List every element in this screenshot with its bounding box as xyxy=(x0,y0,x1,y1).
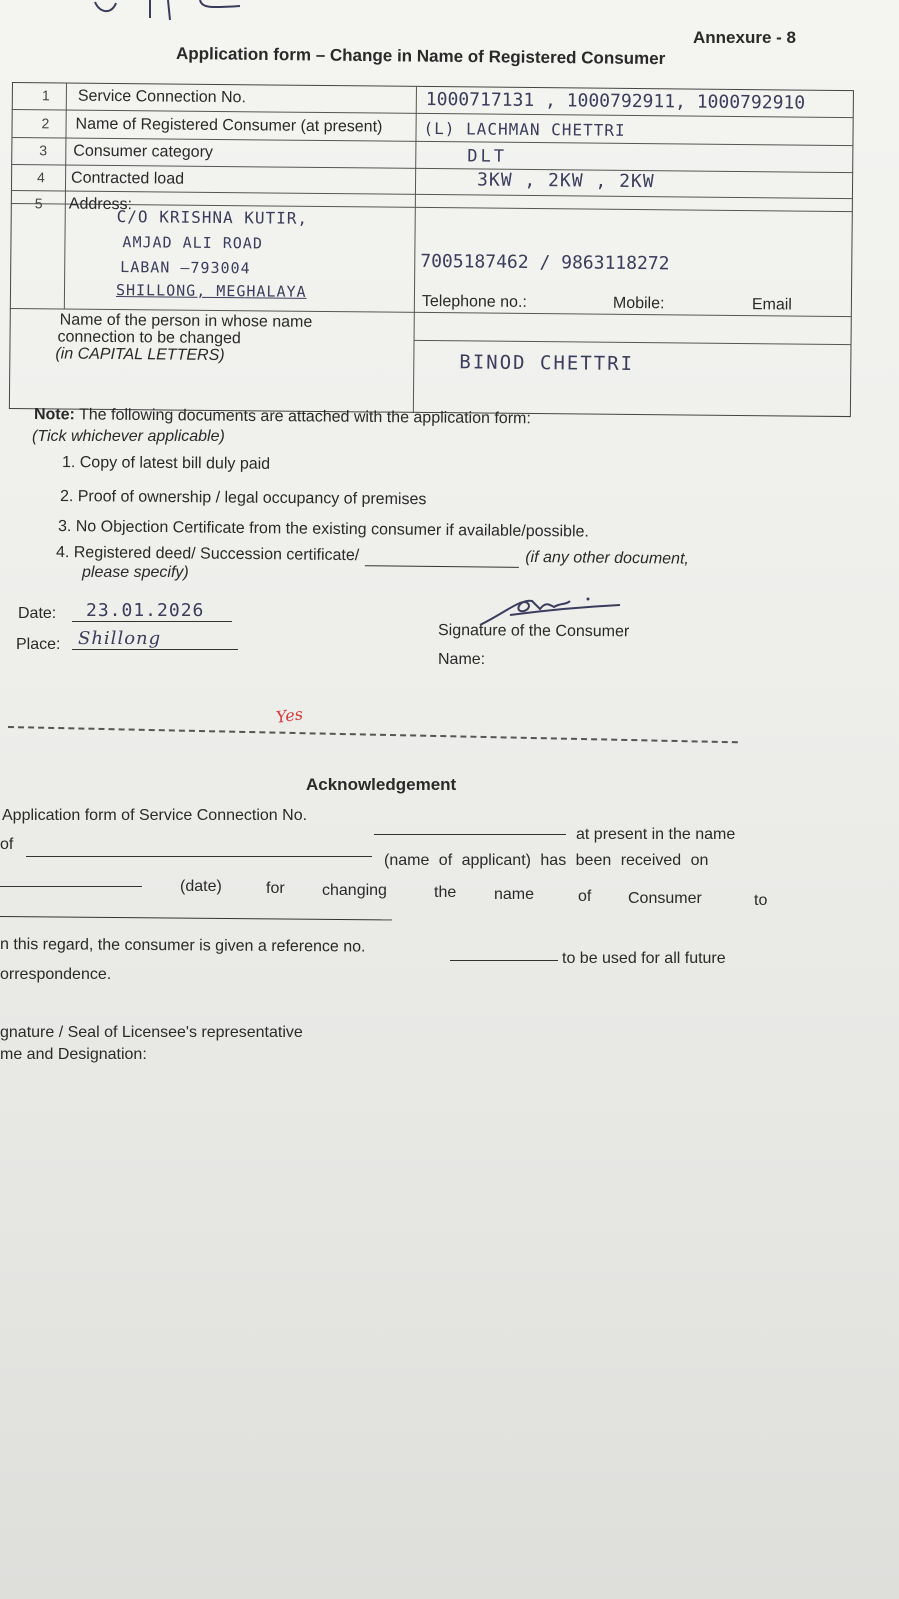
annexure-label: Annexure - 8 xyxy=(693,28,796,47)
document-item-text: 4. Registered deed/ Succession certificate/ xyxy=(55,544,360,565)
label-address: Address: xyxy=(68,195,133,214)
place-value: Shillong xyxy=(72,628,238,650)
ack-word: to xyxy=(754,892,768,909)
form-title: Application form – Change in Name of Registered Consumer xyxy=(175,44,666,69)
value-contracted-load: 3KW , 2KW , 2KW xyxy=(476,169,655,193)
blank-date xyxy=(0,886,142,887)
document-item: 1. Copy of latest bill duly paid xyxy=(61,454,271,473)
ack-word: of xyxy=(578,888,592,905)
note-text xyxy=(34,406,531,428)
document-item: 3. No Objection Certificate from the existing consumer if available/possible. xyxy=(57,518,589,541)
ack-line1-end: at present in the name xyxy=(576,826,736,843)
address-line: AMJAD ALI ROAD xyxy=(122,233,263,253)
blank-line xyxy=(365,547,519,568)
new-name-label: (in CAPITAL LETTERS) xyxy=(55,345,225,365)
row-number: 1 xyxy=(41,87,50,104)
blank-reference-no xyxy=(450,960,558,961)
blank-applicant-name xyxy=(26,856,372,857)
blank-new-consumer xyxy=(0,916,392,920)
label-service-connection: Service Connection No. xyxy=(77,87,247,107)
ack-line4-start: n this regard, the consumer is given a reference no. xyxy=(0,936,366,956)
value-service-connection: 1000717131 , 1000792911, 1000792910 xyxy=(425,88,806,114)
ack-line4-end: to be used for all future xyxy=(562,950,726,967)
ack-word: changing xyxy=(322,882,387,899)
row-number: 2 xyxy=(41,115,50,132)
ack-word: Consumer xyxy=(628,890,702,907)
note-body: The following documents are attached with the application form: xyxy=(74,406,531,428)
new-name-label: Name of the person in whose name xyxy=(59,311,313,331)
telephone-label: Telephone no.: xyxy=(421,292,527,311)
licensee-signature-label: gnature / Seal of Licensee's representative xyxy=(0,1024,303,1041)
date-label: Date: xyxy=(18,605,57,622)
ack-heading: Acknowledgement xyxy=(306,775,457,794)
red-handwritten-mark: Yes xyxy=(274,704,305,727)
document-item-tail: (if any other document, xyxy=(525,548,689,568)
ack-word: (date) xyxy=(180,878,222,895)
email-label: Email xyxy=(751,296,792,314)
top-handwriting-fragment xyxy=(90,0,260,22)
address-line: LABAN –793004 xyxy=(120,258,251,278)
ack-line2-start: of xyxy=(0,836,14,853)
document-item: 2. Proof of ownership / legal occupancy of premises xyxy=(59,488,427,509)
value-new-name: BINOD CHETTRI xyxy=(459,351,635,375)
mobile-label: Mobile: xyxy=(612,294,665,313)
row-number: 5 xyxy=(34,195,43,212)
label-consumer-category: Consumer category xyxy=(73,142,214,161)
ack-word: name xyxy=(494,886,535,903)
row-number: 3 xyxy=(39,142,48,159)
new-name-label: connection to be changed xyxy=(57,328,241,348)
name-label: Name: xyxy=(438,651,486,668)
cut-line xyxy=(8,726,738,743)
note-heading: Note: xyxy=(33,406,75,424)
address-line: C/O KRISHNA KUTIR, xyxy=(116,207,309,228)
date-value: 23.01.2026 xyxy=(72,600,232,622)
value-registered-consumer: (L) LACHMAN CHETTRI xyxy=(423,118,626,140)
licensee-name-label: me and Designation: xyxy=(0,1046,147,1063)
phone-numbers: 7005187462 / 9863118272 xyxy=(420,250,670,275)
application-form-table xyxy=(9,82,854,417)
label-contracted-load: Contracted load xyxy=(70,169,185,188)
ack-line1-start: Application form of Service Connection No. xyxy=(2,807,308,824)
ack-line2-end: (name of applicant) has been received on xyxy=(384,852,709,869)
ack-word: for xyxy=(266,880,285,897)
place-label: Place: xyxy=(16,636,61,653)
ack-line5: orrespondence. xyxy=(0,966,112,983)
document-item-cont: please specify) xyxy=(82,564,189,581)
blank-service-no xyxy=(374,834,566,835)
address-line: SHILLONG, MEGHALAYA xyxy=(115,281,307,301)
value-consumer-category: DLT xyxy=(467,146,508,167)
label-registered-consumer: Name of Registered Consumer (at present) xyxy=(75,115,383,136)
row-number: 4 xyxy=(37,169,45,186)
signature-label: Signature of the Consumer xyxy=(437,622,630,641)
ack-word: the xyxy=(434,884,457,901)
note-sub: (Tick whichever applicable) xyxy=(32,428,225,445)
